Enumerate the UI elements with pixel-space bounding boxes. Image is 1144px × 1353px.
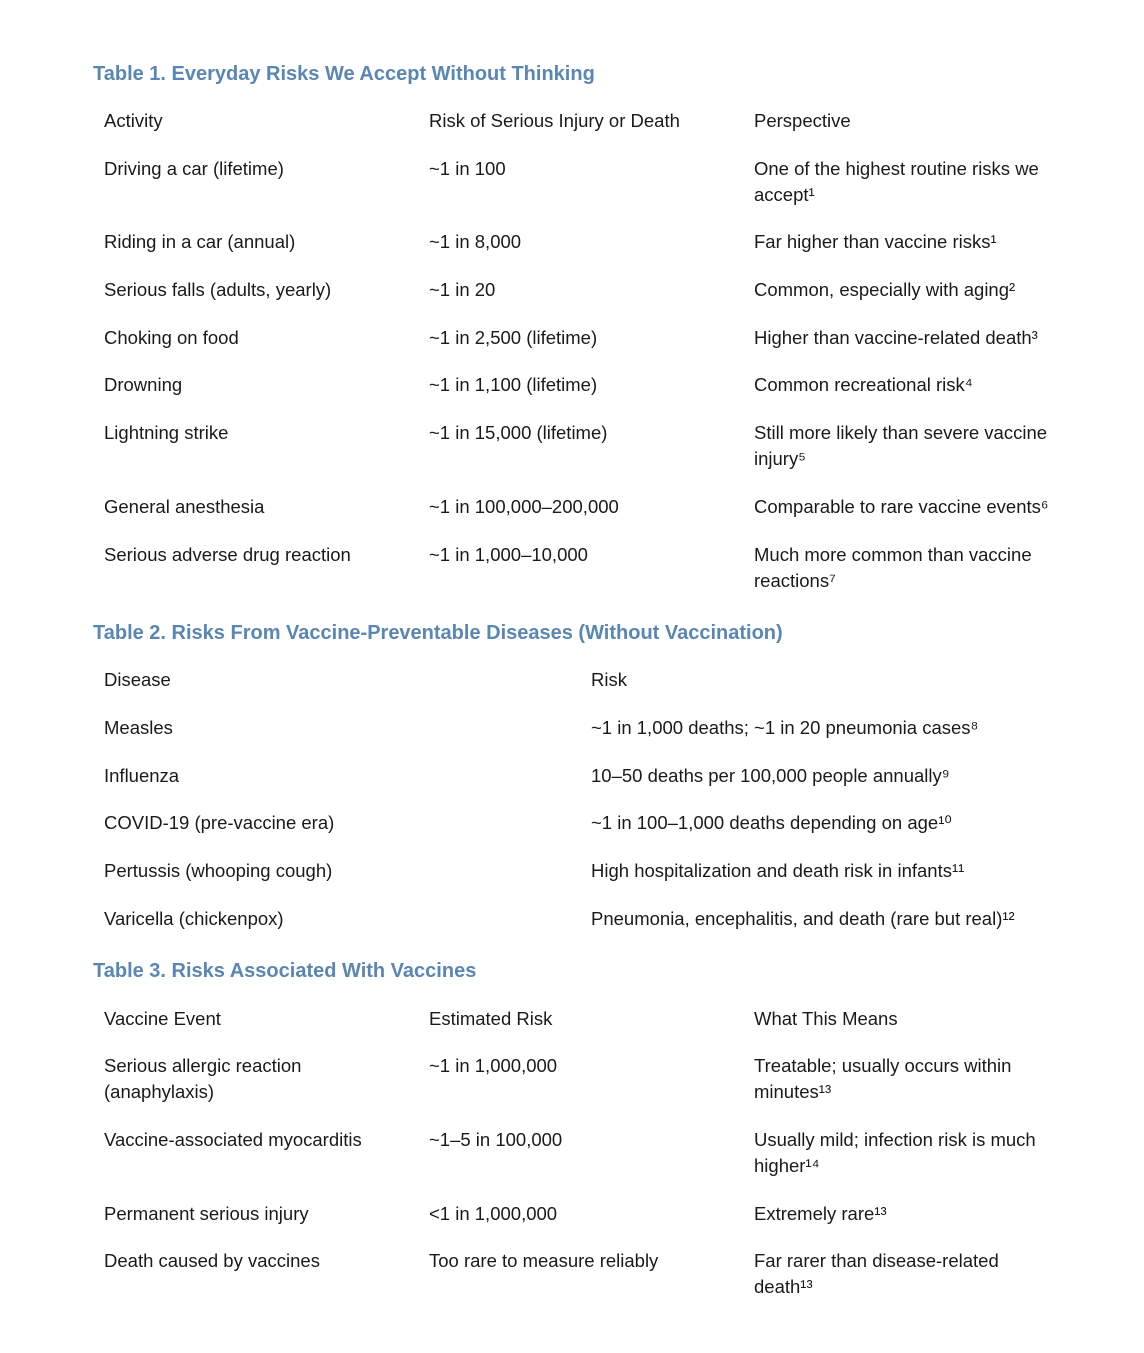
table-1-header-risk: Risk of Serious Injury or Death — [429, 110, 680, 131]
vaccine-event-cell: Vaccine-associated myocarditis — [104, 1129, 362, 1150]
activity-cell: Lightning strike — [104, 422, 229, 443]
disease-risk-cell: ~1 in 1,000 deaths; ~1 in 20 pneumonia cases⁸ — [591, 717, 979, 738]
activity-cell: Choking on food — [104, 327, 239, 348]
meaning-cell: Extremely rare¹³ — [754, 1203, 887, 1224]
risk-cell: ~1 in 100,000–200,000 — [429, 496, 619, 517]
risk-cell: ~1 in 1,000–10,000 — [429, 544, 588, 565]
vaccine-event-cell: Permanent serious injury — [104, 1203, 309, 1224]
disease-risk-cell: 10–50 deaths per 100,000 people annually⁹ — [591, 765, 950, 786]
table-3-header-estimated-risk: Estimated Risk — [429, 1008, 553, 1029]
perspective-cell: Common recreational risk⁴ — [754, 374, 973, 395]
disease-risk-cell: ~1 in 100–1,000 deaths depending on age¹⁰ — [591, 812, 952, 833]
perspective-cell: One of the highest routine risks we accept¹ — [754, 158, 1039, 205]
perspective-cell: Much more common than vaccine reactions⁷ — [754, 544, 1032, 591]
activity-cell: Serious falls (adults, yearly) — [104, 279, 332, 300]
perspective-cell: Still more likely than severe vaccine injury⁵ — [754, 422, 1048, 469]
risk-cell: ~1 in 1,100 (lifetime) — [429, 374, 598, 395]
table-2-header-disease: Disease — [104, 669, 171, 690]
table-3-title: Table 3. Risks Associated With Vaccines — [93, 960, 477, 982]
disease-cell: Influenza — [104, 765, 180, 786]
meaning-cell: Usually mild; infection risk is much higher¹⁴ — [754, 1129, 1036, 1176]
estimated-risk-cell: ~1–5 in 100,000 — [429, 1129, 563, 1150]
disease-cell: COVID-19 (pre-vaccine era) — [104, 812, 335, 833]
activity-cell: Serious adverse drug reaction — [104, 544, 351, 565]
risk-cell: ~1 in 2,500 (lifetime) — [429, 327, 598, 348]
perspective-cell: Comparable to rare vaccine events⁶ — [754, 496, 1049, 517]
vaccine-event-cell: Death caused by vaccines — [104, 1250, 320, 1271]
risk-cell: ~1 in 100 — [429, 158, 506, 179]
perspective-cell: Higher than vaccine-related death³ — [754, 327, 1038, 348]
activity-cell: Drowning — [104, 374, 183, 395]
disease-cell: Measles — [104, 717, 173, 738]
risk-cell: ~1 in 15,000 (lifetime) — [429, 422, 608, 443]
table-1-header-perspective: Perspective — [754, 110, 851, 131]
vaccine-event-cell: Serious allergic reaction (anaphylaxis) — [104, 1055, 302, 1102]
perspective-cell: Far higher than vaccine risks¹ — [754, 231, 997, 252]
risk-cell: ~1 in 20 — [429, 279, 496, 300]
estimated-risk-cell: ~1 in 1,000,000 — [429, 1055, 558, 1076]
table-1-header-activity: Activity — [104, 110, 163, 131]
activity-cell: General anesthesia — [104, 496, 265, 517]
table-2-title: Table 2. Risks From Vaccine-Preventable Diseases (Without Vaccination) — [93, 622, 783, 644]
table-3-header-event: Vaccine Event — [104, 1008, 221, 1029]
estimated-risk-cell: <1 in 1,000,000 — [429, 1203, 558, 1224]
table-3-header-meaning: What This Means — [754, 1008, 898, 1029]
activity-cell: Riding in a car (annual) — [104, 231, 296, 252]
disease-risk-cell: Pneumonia, encephalitis, and death (rare but real)¹² — [591, 908, 1015, 929]
disease-cell: Pertussis (whooping cough) — [104, 860, 333, 881]
meaning-cell: Treatable; usually occurs within minutes¹³ — [754, 1055, 1012, 1102]
disease-cell: Varicella (chickenpox) — [104, 908, 284, 929]
table-1-title: Table 1. Everyday Risks We Accept Without Thinking — [93, 63, 595, 85]
risk-cell: ~1 in 8,000 — [429, 231, 522, 252]
table-2-header-risk: Risk — [591, 669, 627, 690]
meaning-cell: Far rarer than disease-related death¹³ — [754, 1250, 999, 1297]
perspective-cell: Common, especially with aging² — [754, 279, 1016, 300]
disease-risk-cell: High hospitalization and death risk in infants¹¹ — [591, 860, 965, 881]
activity-cell: Driving a car (lifetime) — [104, 158, 284, 179]
estimated-risk-cell: Too rare to measure reliably — [429, 1250, 659, 1271]
